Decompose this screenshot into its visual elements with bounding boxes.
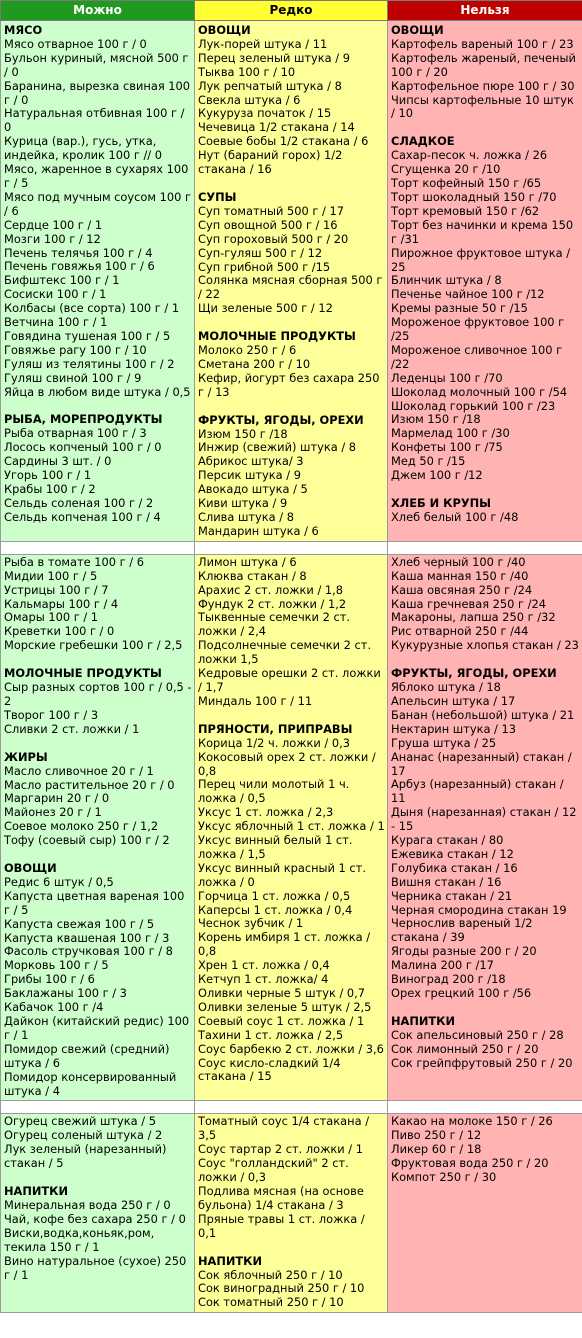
food-item: Клюква стакан / 8 <box>198 568 307 583</box>
food-item: Апельсин штука / 17 <box>391 693 516 708</box>
food-item: Бифштекс 100 г / 1 <box>4 273 120 288</box>
food-item: Гуляш из телятины 100 г / 2 <box>4 356 175 371</box>
food-item: Соевое молоко 250 г / 1,2 <box>4 819 159 834</box>
food-item: Сметана 200 г / 10 <box>198 356 311 371</box>
section-heading: ФРУКТЫ, ЯГОДЫ, ОРЕХИ <box>391 666 557 681</box>
food-item: Креветки 100 г / 0 <box>4 624 115 639</box>
food-item: Печень телячья 100 г / 4 <box>4 245 153 260</box>
food-item: Томатный соус 1/4 стакана / 3,5 <box>198 1114 370 1143</box>
food-item: Изюм 150 г /18 <box>198 426 288 441</box>
food-item: Печенье чайное 100 г /12 <box>391 287 545 302</box>
food-item: Суп гороховый 500 г / 20 <box>198 231 349 246</box>
forbidden-column-cell <box>388 554 582 1101</box>
food-item: Кукурузные хлопья стакан / 23 <box>391 638 579 653</box>
section-heading: СУПЫ <box>198 189 237 204</box>
food-item: Курага стакан / 80 <box>391 833 504 848</box>
food-item: Сельдь копченая 100 г / 4 <box>4 509 161 524</box>
food-item: Соус "голландский" 2 ст. ложки / 0,3 <box>198 1156 349 1185</box>
food-item: Капуста свежая 100 г / 5 <box>4 916 155 931</box>
food-item: Голубика стакан / 16 <box>391 860 518 875</box>
food-item: Торт без начинки и крема 150 г /31 <box>391 217 574 246</box>
food-item: Соевый соус 1 ст. ложка / 1 <box>198 1013 365 1028</box>
food-item: Лимон штука / 6 <box>198 554 297 569</box>
food-item: Мидии 100 г / 5 <box>4 568 98 583</box>
section-heading: МОЛОЧНЫЕ ПРОДУКТЫ <box>198 329 356 344</box>
food-item: Джем 100 г /12 <box>391 468 483 483</box>
food-item: Корень имбиря 1 ст. ложка / 0,8 <box>198 930 371 959</box>
food-item: Малина 200 г /17 <box>391 958 494 973</box>
food-item: Суп овощной 500 г / 16 <box>198 217 338 232</box>
food-item: Ликер 60 г / 18 <box>391 1142 482 1157</box>
section-heading: НАПИТКИ <box>198 1253 263 1268</box>
food-item: Капуста цветная вареная 100 г / 5 <box>4 888 185 917</box>
food-item: Каперсы 1 ст. ложка / 0,4 <box>198 902 353 917</box>
food-item: Груша штука / 25 <box>391 735 497 750</box>
rarely-column-cell <box>195 21 388 542</box>
food-item: Вишня стакан / 16 <box>391 874 502 889</box>
food-item: Корица 1/2 ч. ложки / 0,3 <box>198 735 350 750</box>
food-item: Устрицы 100 г / 7 <box>4 582 109 597</box>
food-item: Компот 250 г / 30 <box>391 1170 497 1185</box>
food-item: Оливки зеленые 5 штук / 2,5 <box>198 999 372 1014</box>
food-item: Говядина тушеная 100 г / 5 <box>4 328 171 343</box>
block-separator <box>1 1101 582 1114</box>
food-item: Колбасы (все сорта) 100 г / 1 <box>4 301 180 316</box>
food-item: Суп грибной 500 г /15 <box>198 259 331 274</box>
food-item: Фундук 2 ст. ложки / 1,2 <box>198 596 347 611</box>
food-item: Грибы 100 г / 6 <box>4 972 95 987</box>
food-item: Чай, кофе без сахара 250 г / 0 <box>4 1211 186 1226</box>
food-item: Каша овсяная 250 г /24 <box>391 582 533 597</box>
food-item: Яйца в любом виде штука / 0,5 <box>4 384 191 399</box>
food-item: Сок апельсиновый 250 г / 28 <box>391 1027 564 1042</box>
food-item: Тыквенные семечки 2 ст. ложки / 2,4 <box>198 610 350 639</box>
food-item: Яблоко штука / 18 <box>391 680 501 695</box>
food-item: Дайкон (китайский редис) 100 г / 1 <box>4 1014 190 1042</box>
food-item: Кедровые орешки 2 ст. ложки / 1,7 <box>198 666 381 694</box>
food-item: Миндаль 100 г / 11 <box>198 693 313 708</box>
food-item: Баклажаны 100 г / 3 <box>4 986 127 1001</box>
food-item: Омары 100 г / 1 <box>4 610 99 625</box>
food-item: Кремы разные 50 г /15 <box>391 301 528 316</box>
food-item: Сок томатный 250 г / 10 <box>198 1295 344 1310</box>
header-rarely: Редко <box>195 1 388 21</box>
food-item: Чипсы картофельные 10 штук / 10 <box>391 92 574 121</box>
food-item: Арбуз (нарезанный) стакан / 11 <box>391 777 564 806</box>
food-item: Пиво 250 г / 12 <box>391 1128 482 1143</box>
header-row <box>1 1 582 21</box>
food-item: Сгущенка 20 г /10 <box>391 162 501 177</box>
food-item: Соевые бобы 1/2 стакана / 6 <box>198 134 369 149</box>
forbidden-column-cell <box>388 1114 582 1313</box>
food-item: Картофель жареный, печеный 100 г / 20 <box>391 50 576 79</box>
food-item: Фасоль стручковая 100 г / 8 <box>4 944 173 959</box>
food-item: Мандарин штука / 6 <box>198 523 319 538</box>
food-item: Кукуруза початок / 15 <box>198 106 332 121</box>
food-item: Мозги 100 г / 12 <box>4 231 101 246</box>
food-item: Фруктовая вода 250 г / 20 <box>391 1156 549 1171</box>
food-item: Черника стакан / 21 <box>391 888 513 903</box>
food-item: Чернослив вареный 1/2 стакана / 39 <box>391 916 533 945</box>
food-item: Слива штука / 8 <box>198 510 294 524</box>
food-item: Масло растительное 20 г / 0 <box>4 777 175 792</box>
food-item: Шоколад молочный 100 г /54 <box>391 384 568 399</box>
rarely-column-cell <box>195 554 388 1101</box>
food-item: Сок яблочный 250 г / 10 <box>198 1267 343 1282</box>
food-item: Творог 100 г / 3 <box>4 707 99 722</box>
food-item: Леденцы 100 г /70 <box>391 370 503 385</box>
section-heading: РЫБА, МОРЕПРОДУКТЫ <box>4 412 163 427</box>
food-item: Горчица 1 ст. ложка / 0,5 <box>198 888 351 903</box>
food-item: Перец чили молотый 1 ч. ложка / 0,5 <box>198 777 350 806</box>
food-item: Шоколад горький 100 г /23 <box>391 398 556 413</box>
food-item: Лосось копченый 100 г / 0 <box>4 440 162 455</box>
food-item: Натуральная отбивная 100 г / 0 <box>4 106 185 135</box>
food-item: Тофу (соевый сыр) 100 г / 2 <box>4 833 170 848</box>
food-item: Сердце 100 г / 1 <box>4 217 103 232</box>
food-item: Щи зеленые 500 г / 12 <box>198 301 333 316</box>
food-item: Нектарин штука / 13 <box>391 721 517 736</box>
food-item: Суп томатный 500 г / 17 <box>198 203 344 218</box>
food-item: Соус барбекю 2 ст. ложки / 3,6 <box>198 1041 384 1056</box>
food-item: Мясо, жаренное в сухарях 100 г / 5 <box>4 162 189 190</box>
food-item: Мармелад 100 г /30 <box>391 426 510 441</box>
food-item: Уксус 1 ст. ложка / 2,3 <box>198 805 334 820</box>
section-heading: ЖИРЫ <box>4 749 48 764</box>
food-item: Солянка мясная сборная 500 г / 22 <box>198 273 383 302</box>
section-heading: ФРУКТЫ, ЯГОДЫ, ОРЕХИ <box>198 412 364 427</box>
food-item: Торт шоколадный 150 г /70 <box>391 189 557 204</box>
food-item: Печень говяжья 100 г / 6 <box>4 259 155 274</box>
food-item: Черная смородина стакан 19 <box>391 902 567 917</box>
separator-cell <box>195 541 388 554</box>
section-heading: ОВОЩИ <box>391 23 444 37</box>
food-item: Минеральная вода 250 г / 0 <box>4 1197 171 1212</box>
food-item: Конфеты 100 г /75 <box>391 440 503 455</box>
food-item: Рыба в томате 100 г / 6 <box>4 554 144 569</box>
header-forbidden: Нельзя <box>388 1 582 21</box>
food-item: Чечевица 1/2 стакана / 14 <box>198 120 355 135</box>
block-separator <box>1 541 582 554</box>
food-item: Ягоды разные 200 г / 20 <box>391 944 537 959</box>
food-item: Лук-порей штука / 11 <box>198 36 328 51</box>
table-block <box>1 554 582 1101</box>
food-item: Виноград 200 г /18 <box>391 972 506 987</box>
separator-cell <box>388 1101 582 1114</box>
food-item: Молоко 250 г / 6 <box>198 343 297 358</box>
food-item: Вино натуральное (сухое) 250 г / 1 <box>4 1253 187 1282</box>
food-item: Каша гречневая 250 г /24 <box>391 596 546 611</box>
food-item: Блинчик штука / 8 <box>391 273 502 288</box>
allowed-column-cell <box>1 21 195 542</box>
food-item: Кабачок 100 г /4 <box>4 1000 104 1015</box>
food-item: Сливки 2 ст. ложки / 1 <box>4 721 140 736</box>
food-item: Мясо отварное 100 г / 0 <box>4 36 147 51</box>
food-item: Огурец свежий штука / 5 <box>4 1114 156 1129</box>
food-item: Лук зеленый (нарезанный) стакан / 5 <box>4 1142 167 1171</box>
food-item: Подсолнечные семечки 2 ст. ложки 1,5 <box>198 638 372 667</box>
separator-cell <box>1 541 195 554</box>
food-item: Баранина, вырезка свиная 100 г / 0 <box>4 78 191 107</box>
food-item: Перец зеленый штука / 9 <box>198 50 350 65</box>
food-item: Банан (небольшой) штука / 21 <box>391 707 575 722</box>
food-item: Соус тартар 2 ст. ложки / 1 <box>198 1142 363 1157</box>
food-item: Торт кофейный 150 г /65 <box>391 176 542 191</box>
food-item: Сахар-песок ч. ложка / 26 <box>391 148 548 163</box>
allowed-column-cell <box>1 554 195 1101</box>
food-item: Хлеб черный 100 г /40 <box>391 554 526 569</box>
forbidden-column-cell <box>388 21 582 542</box>
food-item: Оливки черные 5 штук / 0,7 <box>198 986 366 1000</box>
food-item: Крабы 100 г / 2 <box>4 482 96 496</box>
food-item: Ананас (нарезанный) стакан / 17 <box>391 749 572 778</box>
food-item: Маргарин 20 г / 0 <box>4 791 110 806</box>
food-item: Изюм 150 г /18 <box>391 412 481 427</box>
food-item: Сыр разных сортов 100 г / 0,5 - 2 <box>4 680 192 708</box>
section-heading: НАПИТКИ <box>4 1184 69 1199</box>
food-item: Какао на молоке 150 г / 26 <box>391 1114 553 1129</box>
food-item: Пирожное фруктовое штука / 25 <box>391 245 571 274</box>
food-item: Редис 6 штук / 0,5 <box>4 874 114 889</box>
food-item: Чеснок зубчик / 1 <box>198 916 304 931</box>
food-item: Торт кремовый 150 г /62 <box>391 203 540 218</box>
food-item: Тахини 1 ст. ложка / 2,5 <box>198 1027 344 1042</box>
food-item: Абрикос штука/ 3 <box>198 454 304 469</box>
food-item: Дыня (нарезанная) стакан / 12 - 15 <box>391 805 577 834</box>
food-item: Кетчуп 1 ст. ложка/ 4 <box>198 972 329 987</box>
food-item: Нут (бараний горох) 1/2 стакана / 16 <box>198 148 343 177</box>
separator-cell <box>388 541 582 554</box>
food-item: Авокадо штука / 5 <box>198 482 308 497</box>
food-item: Подлива мясная (на основе бульона) 1/4 стакана / 3 <box>198 1183 364 1212</box>
food-item: Кальмары 100 г / 4 <box>4 596 119 611</box>
table-block <box>1 1114 582 1313</box>
section-heading: ХЛЕБ И КРУПЫ <box>391 496 491 510</box>
food-item: Сок лимонный 250 г / 20 <box>391 1041 539 1056</box>
section-heading: МЯСО <box>4 23 43 37</box>
food-item: Ветчина 100 г / 1 <box>4 315 108 330</box>
section-heading: ОВОЩИ <box>198 23 251 37</box>
food-item: Угорь 100 г / 1 <box>4 468 92 483</box>
food-item: Мороженое сливочное 100 г /22 <box>391 342 563 371</box>
rarely-column-cell <box>195 1114 388 1313</box>
food-item: Бульон куриный, мясной 500 г / 0 <box>4 50 189 79</box>
food-item: Рис отварной 250 г /44 <box>391 624 529 639</box>
food-item: Масло сливочное 20 г / 1 <box>4 763 154 778</box>
section-heading: МОЛОЧНЫЕ ПРОДУКТЫ <box>4 666 162 681</box>
food-item: Макароны, лапша 250 г /32 <box>391 610 556 625</box>
food-item: Гуляш свиной 100 г / 9 <box>4 370 142 385</box>
food-item: Картофельное пюре 100 г / 30 <box>391 78 575 93</box>
food-item: Пряные травы 1 ст. ложка / 0,1 <box>198 1211 365 1240</box>
food-item: Хрен 1 ст. ложка / 0,4 <box>198 958 330 973</box>
food-item: Соус кисло-сладкий 1/4 стакана / 15 <box>198 1055 341 1084</box>
food-item: Говяжье рагу 100 г / 10 <box>4 342 147 357</box>
food-item: Уксус винный красный 1 ст. ложка / 0 <box>198 860 366 889</box>
table-block <box>1 21 582 542</box>
food-item: Мед 50 г /15 <box>391 454 466 469</box>
food-item: Уксус яблочный 1 ст. ложка / 1 <box>198 819 385 834</box>
food-item: Морские гребешки 100 г / 2,5 <box>4 638 183 653</box>
food-item: Сосиски 100 г / 1 <box>4 287 107 302</box>
food-item: Хлеб белый 100 г /48 <box>391 509 519 524</box>
food-item: Свекла штука / 6 <box>198 92 301 107</box>
food-item: Сельдь соленая 100 г / 2 <box>4 495 154 510</box>
food-item: Лук репчатый штука / 8 <box>198 78 342 93</box>
food-item: Уксус винный белый 1 ст. ложка / 1,5 <box>198 833 353 861</box>
food-item: Кефир, йогурт без сахара 250 г / 13 <box>198 370 380 399</box>
section-heading: НАПИТКИ <box>391 1013 456 1028</box>
food-item: Майонез 20 г / 1 <box>4 805 102 820</box>
food-item: Сок грейпфрутовый 250 г / 20 <box>391 1055 573 1070</box>
food-item: Тыква 100 г / 10 <box>198 64 296 79</box>
food-item: Сок виноградный 250 г / 10 <box>198 1281 365 1296</box>
food-item: Картофель вареный 100 г / 23 <box>391 36 574 51</box>
food-item: Огурец соленый штука / 2 <box>4 1128 163 1143</box>
food-item: Мясо под мучным соусом 100 г / 6 <box>4 189 191 218</box>
food-item: Суп-гуляш 500 г / 12 <box>198 245 323 260</box>
food-item: Рыба отварная 100 г / 3 <box>4 426 147 441</box>
food-item: Каша манная 150 г /40 <box>391 568 529 583</box>
food-item: Кокосовый орех 2 ст. ложки / 0,8 <box>198 749 376 778</box>
food-item: Ежевика стакан / 12 <box>391 846 514 861</box>
food-item: Арахис 2 ст. ложки / 1,8 <box>198 582 344 597</box>
food-item: Помидор консервированный штука / 4 <box>4 1069 177 1098</box>
separator-cell <box>195 1101 388 1114</box>
food-item: Виски,водка,коньяк,ром, текила 150 г / 1 <box>4 1225 155 1254</box>
section-heading: ОВОЩИ <box>4 861 57 876</box>
section-heading: ПРЯНОСТИ, ПРИПРАВЫ <box>198 721 353 736</box>
header-allowed: Можно <box>1 1 195 21</box>
allowed-column-cell <box>1 1114 195 1313</box>
food-item: Помидор свежий (средний) штука / 6 <box>4 1041 170 1070</box>
food-item: Мороженое фруктовое 100 г /25 <box>391 315 565 344</box>
food-item: Сардины 3 шт. / 0 <box>4 454 112 469</box>
food-item: Морковь 100 г / 5 <box>4 958 109 973</box>
food-item: Киви штука / 9 <box>198 496 288 511</box>
separator-cell <box>1 1101 195 1114</box>
food-item: Курица (вар.), гусь, утка, индейка, кролик 100 г // 0 <box>4 134 163 163</box>
food-item: Капуста квашеная 100 г / 3 <box>4 930 170 945</box>
food-item: Персик штука / 9 <box>198 468 301 483</box>
food-item: Орех грецкий 100 г /56 <box>391 986 532 1000</box>
food-item: Инжир (свежий) штука / 8 <box>198 440 357 455</box>
section-heading: СЛАДКОЕ <box>391 134 455 149</box>
